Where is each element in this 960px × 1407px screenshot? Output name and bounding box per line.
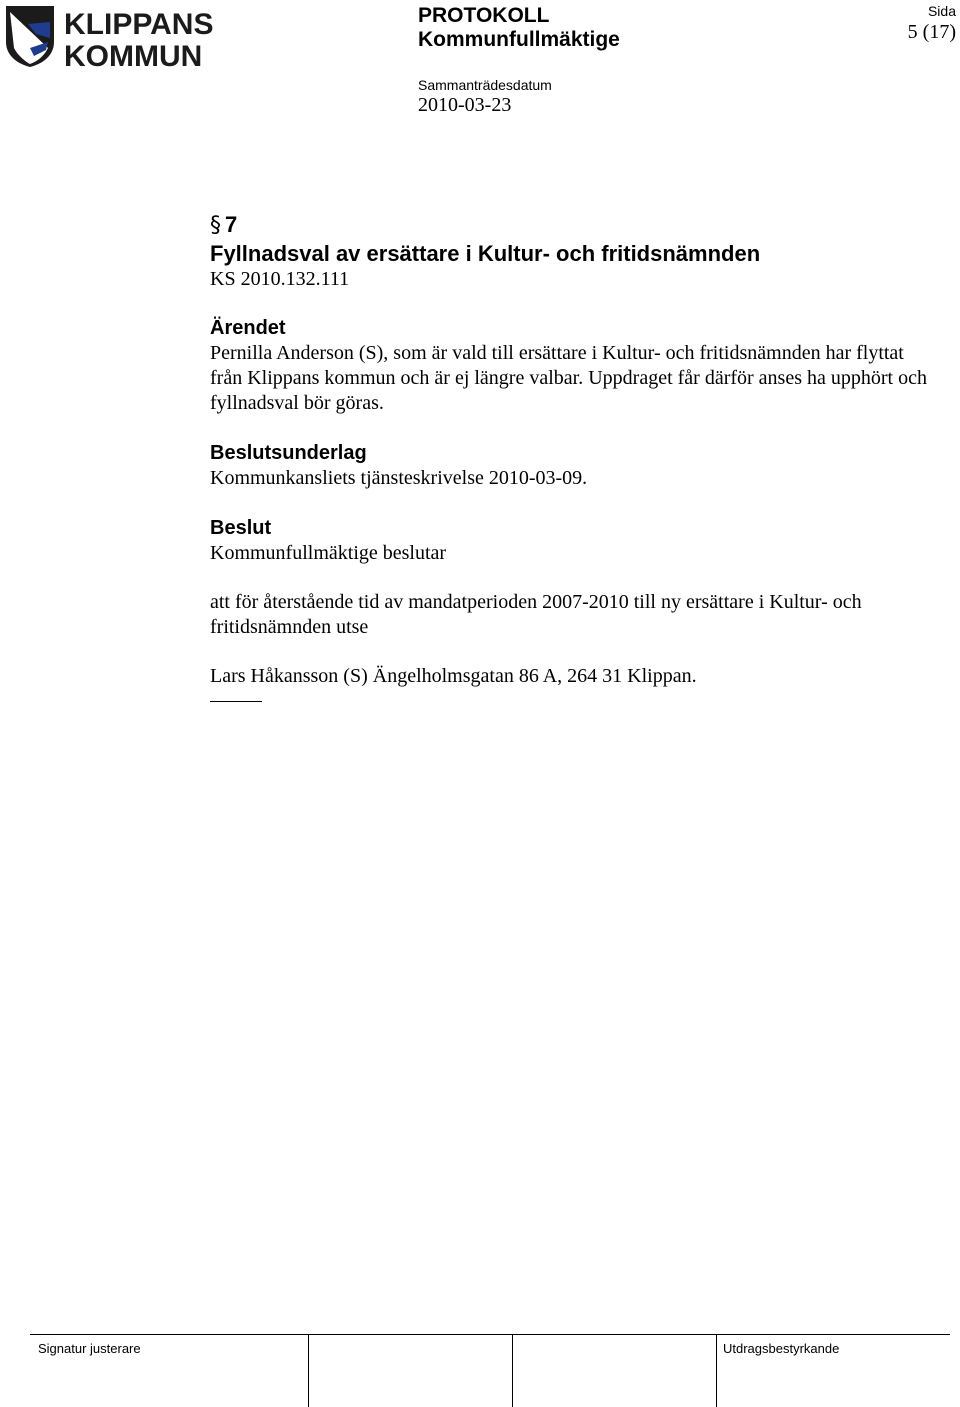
- protocol-section: [210, 211, 940, 702]
- beslut-att-text: att för återstående tid av mandatperioden 2007-2010 till ny ersättare i Kultur- och fritidsnämnden utse: [210, 591, 862, 638]
- arendet-heading: Ärendet: [210, 317, 286, 339]
- signature-cell-3: [512, 1335, 717, 1407]
- beslutsunderlag-text: Kommunkansliets tjänsteskrivelse 2010-03-09.: [210, 467, 588, 489]
- coat-of-arms-icon: [4, 4, 216, 68]
- elected-person: Lars Håkansson (S) Ängelholmsgatan 86 A, 264 31 Klippan.: [210, 665, 697, 687]
- beslut-heading: Beslut: [210, 517, 272, 539]
- section-number: 7: [225, 212, 238, 237]
- body-name: Kommunfullmäktige: [418, 28, 620, 51]
- meeting-date: 2010-03-23: [418, 94, 512, 116]
- signature-cell-2: [308, 1335, 513, 1407]
- logo-text-line2: KOMMUN: [64, 40, 203, 68]
- logo-text-line1: KLIPPANS: [64, 8, 214, 41]
- end-divider: [210, 691, 262, 702]
- beslutsunderlag-heading: Beslutsunderlag: [210, 442, 367, 464]
- section-heading: Fyllnadsval av ersättare i Kultur- och fritidsnämnden: [210, 241, 761, 266]
- signature-cell-1: [30, 1335, 308, 1407]
- extract-label: Utdragsbestyrkande: [723, 1341, 840, 1356]
- beslut-intro: Kommunfullmäktige beslutar: [210, 542, 447, 564]
- meeting-date-label: Sammanträdesdatum: [418, 77, 552, 93]
- klippans-kommun-logo: [4, 4, 216, 68]
- page-number: 5 (17): [907, 21, 956, 43]
- extract-cell: [716, 1335, 951, 1407]
- paragraph-number: [210, 211, 940, 240]
- case-number: KS 2010.132.111: [210, 268, 350, 290]
- section-symbol: §: [210, 213, 221, 238]
- arendet-text: Pernilla Anderson (S), som är vald till ersättare i Kultur- och fritidsnämnden har flyttat från Klippans kommun och är ej längre valbar. Uppdraget får därför anses ha upphört och fyllnadsval bör göras.: [210, 342, 927, 414]
- document-type: PROTOKOLL: [418, 4, 550, 27]
- signature-label: Signatur justerare: [38, 1341, 141, 1356]
- signature-footer: [30, 1334, 950, 1407]
- page-label: Sida: [927, 3, 956, 19]
